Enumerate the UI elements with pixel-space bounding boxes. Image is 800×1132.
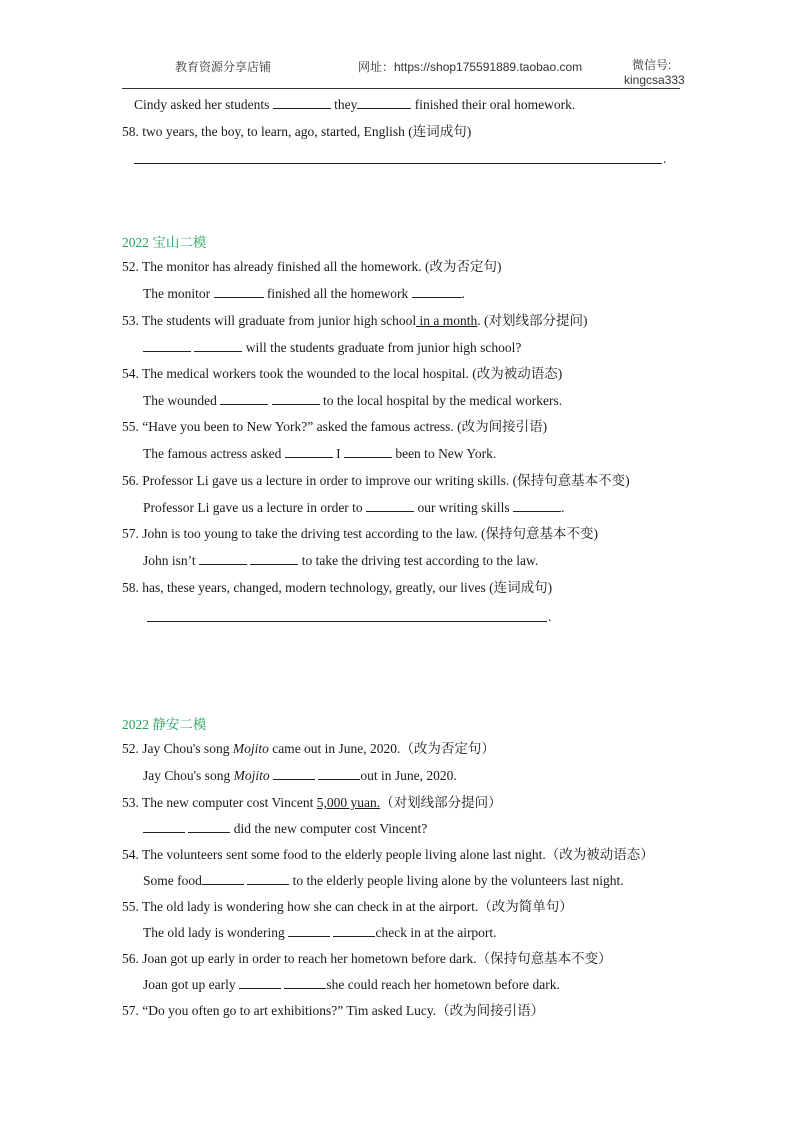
text-segment: . (对划线部分提问) (477, 313, 588, 328)
text-segment: did the new computer cost Vincent? (233, 821, 428, 836)
answer-52 (143, 285, 465, 303)
period: . (663, 151, 667, 166)
shop-name: 教育资源分享店铺 (175, 60, 272, 74)
answer-56 (143, 499, 564, 517)
text-segment: John isn’t (143, 553, 196, 568)
text-segment: Professor Li gave us a lecture in order to (143, 500, 363, 515)
answer-blank[interactable] (250, 552, 298, 565)
text-segment: to the elderly people living alone by the volunteers last night. (292, 873, 624, 888)
answer-blank[interactable] (273, 767, 315, 780)
italic-text: Mojito (232, 741, 269, 756)
period: . (561, 500, 565, 515)
question-55: 55. “Have you been to New York?” asked the famous actress. (改为间接引语) (122, 419, 548, 434)
text-segment: Cindy asked her students (134, 97, 270, 112)
answer-long-line[interactable] (147, 621, 547, 622)
question-53-jingan (122, 794, 502, 812)
answer-blank[interactable] (239, 976, 281, 989)
text-segment: came out in June, 2020.（改为否定句） (268, 741, 495, 756)
period: . (461, 286, 465, 301)
header-rule (122, 88, 680, 89)
text-segment: The famous actress asked (143, 446, 282, 461)
answer-blank[interactable] (284, 976, 326, 989)
answer-53 (143, 339, 521, 357)
answer-long-line[interactable] (134, 163, 662, 164)
answer-blank[interactable] (285, 445, 333, 458)
text-segment: will the students graduate from junior high school? (245, 340, 522, 355)
answer-blank[interactable] (214, 285, 264, 298)
question-56: 56. Professor Li gave us a lecture in order to improve our writing skills. (保持句意基本不变) (122, 473, 630, 488)
answer-56-jingan (143, 976, 560, 994)
answer-53-jingan (143, 820, 427, 838)
answer-blank[interactable] (220, 392, 268, 405)
text-segment: finished all the homework (266, 286, 409, 301)
underlined-text: 5,000 yuan. (316, 795, 381, 810)
question-57-jingan: 57. “Do you often go to art exhibitions?” Tim asked Lucy.（改为间接引语） (122, 1003, 545, 1018)
answer-blank[interactable] (143, 339, 191, 352)
underlined-text: in a month (416, 313, 478, 328)
answer-blank[interactable] (202, 872, 244, 885)
shop-url: 网址：https://shop175591889.taobao.com (358, 60, 583, 74)
text-segment: The old lady is wondering (143, 925, 285, 940)
text-segment: check in at the airport. (375, 925, 497, 940)
wechat-id: kingcsa333 (624, 73, 685, 87)
text-segment: I (336, 446, 341, 461)
text-segment: Jay Chou's song (143, 768, 234, 783)
question-57: 57. John is too young to take the driving test according to the law. (保持句意基本不变) (122, 526, 599, 541)
text-segment: finished their oral homework. (414, 97, 576, 112)
answer-blank[interactable] (288, 924, 330, 937)
answer-57 (143, 552, 538, 570)
text-segment: 53. The students will graduate from junior high school (122, 313, 417, 328)
period: . (548, 609, 552, 624)
text-segment: The monitor (143, 286, 211, 301)
text-segment: our writing skills (417, 500, 510, 515)
wechat-label: 微信号: (632, 58, 672, 72)
answer-blank[interactable] (188, 820, 230, 833)
answer-55 (143, 445, 496, 463)
wechat-info (624, 58, 685, 88)
question-56-jingan: 56. Joan got up early in order to reach her hometown before dark.（保持句意基本不变） (122, 951, 612, 966)
answer-blank[interactable] (194, 339, 242, 352)
question-58-top: 58. two years, the boy, to learn, ago, started, English (连词成句) (122, 124, 472, 139)
answer-blank[interactable] (366, 499, 414, 512)
page-header (0, 0, 800, 92)
question-54: 54. The medical workers took the wounded to the local hospital. (改为被动语态) (122, 366, 563, 381)
top-answer-line (134, 96, 575, 114)
text-segment: they (334, 97, 358, 112)
answer-blank[interactable] (247, 872, 289, 885)
answer-blank[interactable] (272, 392, 320, 405)
section-title-baoshan: 2022 宝山二模 (122, 235, 207, 250)
answer-52-jingan (143, 767, 457, 785)
answer-54 (143, 392, 562, 410)
text-segment: she could reach her hometown before dark. (326, 977, 560, 992)
text-segment: to the local hospital by the medical workers. (322, 393, 563, 408)
question-54-jingan: 54. The volunteers sent some food to the elderly people living alone last night.（改为被动语态） (122, 847, 654, 862)
text-segment: been to New York. (395, 446, 497, 461)
answer-54-jingan (143, 872, 624, 890)
text-segment: Some food (143, 873, 202, 888)
question-53 (122, 312, 587, 330)
answer-blank[interactable] (357, 96, 411, 109)
text-segment: The wounded (143, 393, 217, 408)
answer-blank[interactable] (333, 924, 375, 937)
text-segment: out in June, 2020. (360, 768, 457, 783)
question-55-jingan: 55. The old lady is wondering how she can check in at the airport.（改为简单句） (122, 899, 573, 914)
text-segment: to take the driving test according to the law. (301, 553, 539, 568)
answer-blank[interactable] (273, 96, 331, 109)
section-title-jingan: 2022 静安二模 (122, 717, 207, 732)
question-52: 52. The monitor has already finished all the homework. (改为否定句) (122, 259, 502, 274)
text-segment: Joan got up early (143, 977, 236, 992)
italic-text: Mojito (233, 768, 270, 783)
text-segment: 53. The new computer cost Vincent (122, 795, 317, 810)
answer-blank[interactable] (344, 445, 392, 458)
answer-blank[interactable] (318, 767, 360, 780)
answer-blank[interactable] (143, 820, 185, 833)
question-58: 58. has, these years, changed, modern technology, greatly, our lives (连词成句) (122, 580, 553, 595)
question-52-jingan (122, 740, 495, 758)
text-segment: 52. Jay Chou's song (122, 741, 233, 756)
answer-blank[interactable] (199, 552, 247, 565)
answer-blank[interactable] (513, 499, 561, 512)
text-segment: （对划线部分提问） (380, 795, 502, 810)
answer-blank[interactable] (412, 285, 462, 298)
answer-55-jingan (143, 924, 497, 942)
